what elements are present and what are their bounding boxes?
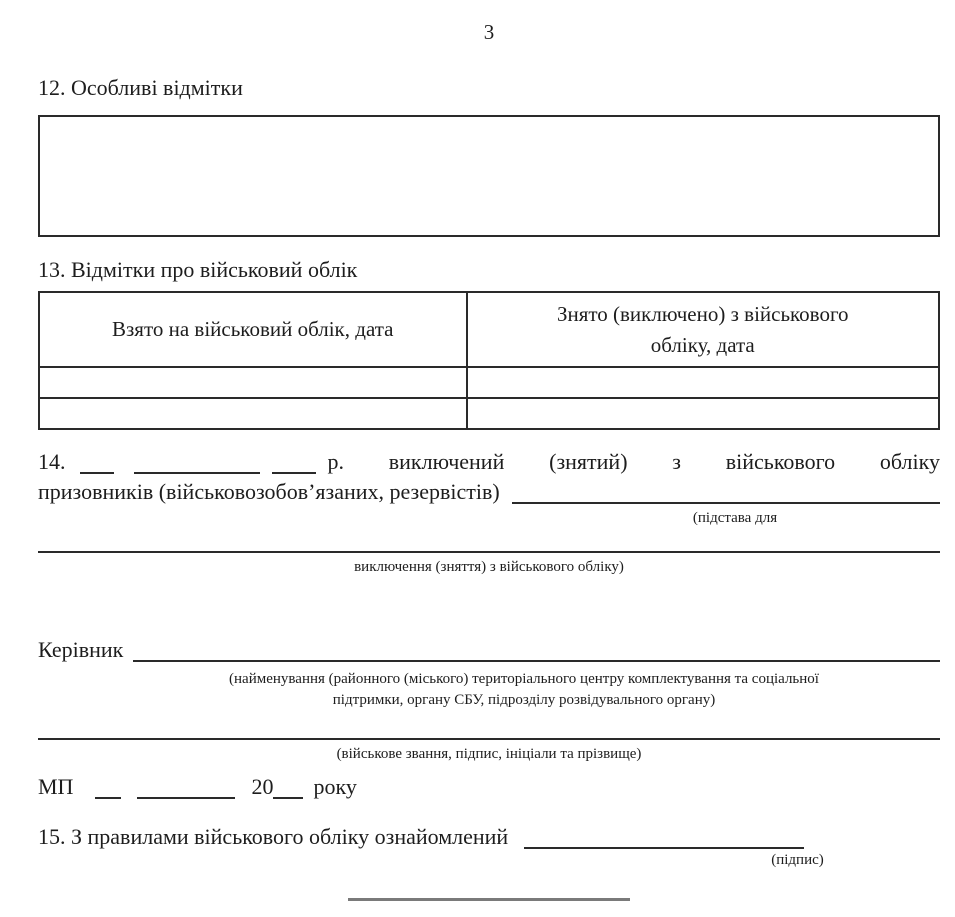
head-caption bbox=[38, 669, 940, 713]
table-header-row bbox=[39, 292, 939, 367]
signature-blank-line bbox=[524, 847, 804, 849]
rank-signature-line bbox=[38, 738, 940, 740]
basis-blank-line bbox=[512, 502, 940, 504]
page-number: 3 bbox=[483, 20, 495, 44]
rank-caption: (військове звання, підпис, ініціали та прізвище) bbox=[336, 746, 642, 762]
stamp-label: МП bbox=[38, 773, 74, 799]
bottom-divider-line bbox=[348, 898, 630, 901]
head-name-blank-line bbox=[133, 660, 940, 662]
col-taken-header bbox=[39, 292, 467, 367]
signature-caption: (підпис) bbox=[771, 851, 824, 868]
section14-line2-text: призовників (військовозобов’язаних, резервістів) bbox=[38, 479, 500, 504]
section14-line1 bbox=[38, 447, 940, 477]
head-caption-line2: підтримки, органу СБУ, підрозділу розвідувального органу) bbox=[332, 692, 716, 709]
year-prefix: 20 bbox=[251, 773, 274, 799]
section15-row bbox=[38, 822, 940, 852]
head-caption-line1: (найменування (районного (міського) територіального центру комплектування та соціальної bbox=[229, 670, 819, 687]
stamp-month-blank-line bbox=[137, 797, 235, 799]
stamp-date-row bbox=[38, 772, 940, 802]
section14-line2 bbox=[38, 477, 940, 507]
section14-text: р. виключений (знятий) з військового обліку bbox=[327, 449, 940, 474]
table-cell-empty bbox=[39, 398, 467, 429]
basis-caption-bottom: виключення (зняття) з військового обліку) bbox=[354, 558, 624, 575]
table-row bbox=[39, 367, 939, 398]
basis-caption-top: (підстава для bbox=[692, 510, 778, 526]
col-removed-header bbox=[467, 292, 940, 367]
col-removed-header-line2: обліку, дата bbox=[650, 332, 755, 357]
day-blank-line bbox=[80, 472, 114, 474]
section12-title: 12. Особливі відмітки bbox=[38, 75, 243, 100]
head-label: Керівник bbox=[38, 636, 124, 662]
year-blank-line bbox=[272, 472, 316, 474]
table-cell-empty bbox=[467, 367, 940, 398]
table-cell-empty bbox=[39, 367, 467, 398]
stamp-day-blank-line bbox=[95, 797, 121, 799]
year-suffix: року bbox=[313, 773, 357, 799]
section13-title: 13. Відмітки про військовий облік bbox=[38, 257, 358, 282]
month-blank-line bbox=[134, 472, 260, 474]
stamp-year-blank-line bbox=[273, 797, 303, 799]
head-signature-row bbox=[38, 635, 940, 665]
section12-notes-box bbox=[38, 115, 940, 237]
table-row bbox=[39, 398, 939, 429]
section14-number: 14. bbox=[38, 449, 66, 474]
basis-continuation-line bbox=[38, 551, 940, 553]
col-taken-header-text: Взято на військовий облік, дата bbox=[112, 317, 394, 342]
military-record-table bbox=[38, 291, 940, 430]
section15-text: 15. З правилами військового обліку ознайомлений bbox=[38, 823, 509, 849]
table-cell-empty bbox=[467, 398, 940, 429]
col-removed-header-line1: Знято (виключено) з військового bbox=[556, 302, 849, 327]
